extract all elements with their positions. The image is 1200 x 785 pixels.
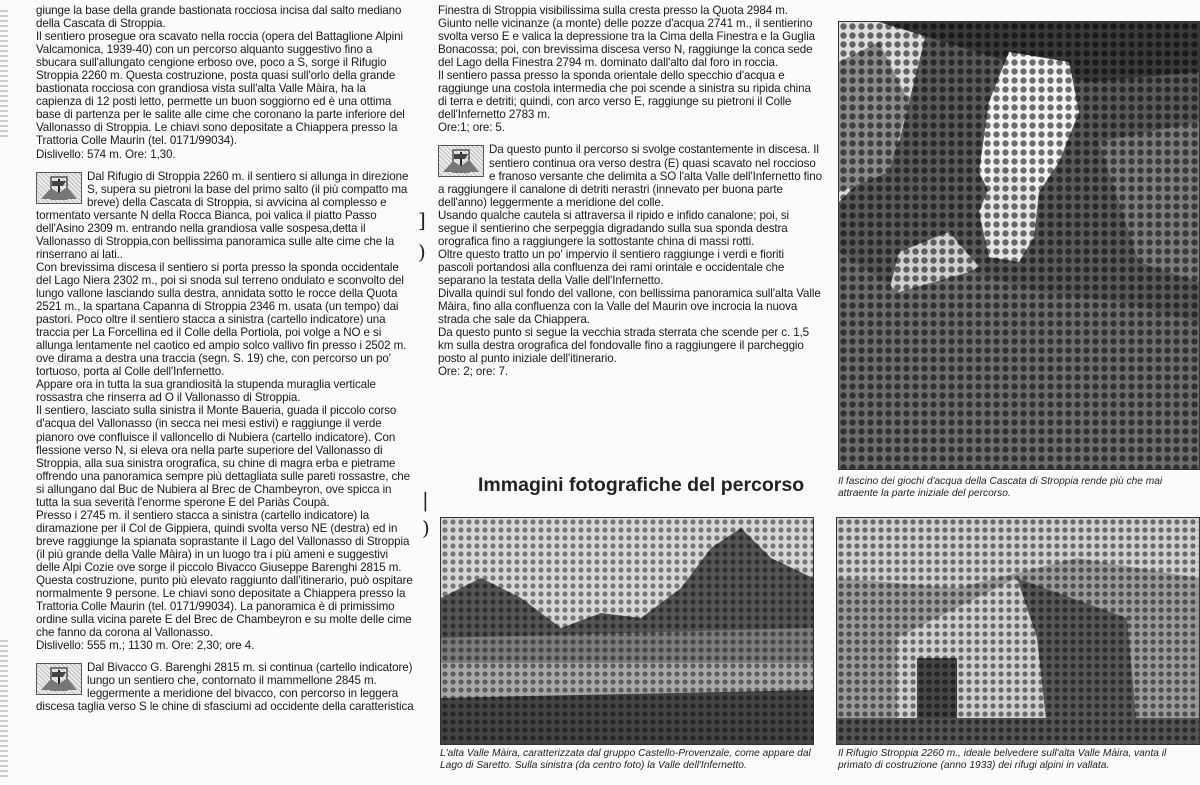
margin-bracket: ) xyxy=(418,240,426,264)
paragraph: Questa costruzione, punto più elevato raggiunto dall'itinerario, può ospitare normalmente 9 persone. Le chiavi sono depositate a Chiappera presso la Trattoria Colle Maurin (tel. 0171/99034). La panoramica è di primissimo ordine sulla vicina parete E del Brec de Chambeyron e su molte delle cime che fanno da corona al Vallonasso. xyxy=(36,574,413,640)
paragraph: giunge la base della grande bastionata rocciosa incisa dal salto mediano della Cascata di Stroppia. xyxy=(36,4,402,31)
scan-edge-mark xyxy=(0,640,8,780)
valley-caption: L'alta Valle Màira, caratterizzata dal gruppo Castello-Provenzale, come appare dal Lago di Saretto. Sulla sinistra (da centro foto) la Valle dell'Infernetto. xyxy=(440,748,811,771)
section-heading: Immagini fotografiche del percorso xyxy=(478,474,805,496)
paragraph: Dislivello: 574 m. Ore: 1,30. xyxy=(36,147,176,161)
paragraph: Finestra di Stroppia visibilissima sulla cresta presso la Quota 2984 m. Giunto nelle vicinanze (a monte) delle pozze d'acqua 2741 m., il sentierino svolta verso E e valica la depressione tra la Cima della Finestra e la Guglia Bonacossa; poi, con brevissima discesa verso N, raggiunge la conca sede del Lago della Finestra 2794 m. dominato dall'alto dal foro in roccia. xyxy=(438,4,816,70)
paragraph: Appare ora in tutta la sua grandiosità la stupenda muraglia verticale rossastra che rinserra ad O il Vallonasso di Stroppia. xyxy=(36,378,376,405)
waterfall-caption: Il fascino dei giochi d'acqua della Cascata di Stroppia rende più che mai attraente la parte iniziale del percorso. xyxy=(838,476,1163,499)
refuge-photo xyxy=(836,517,1200,745)
trail-sign-icon xyxy=(438,145,484,177)
paragraph: Oltre questo tratto un po' impervio il sentiero raggiunge i verdi e fioriti pascoli portandosi alla confluenza dei rami orintale e occidentale che separano la testata della Valle dell'Infernetto. xyxy=(438,247,785,287)
paragraph-text: Dal Rifugio di Stroppia 2260 m. il sentiero si allunga in direzione S, supera su pietroni la base del primo salto (il più compatto ma breve) della Cascata di Stroppia, si avvicina al complesso e tormentato versante N della Rocca Bianca, poi valica il piatto Passo dell'Asino 2309 m. entrando nella grandiosa valle sospesa,detta il Vallonasso di Stroppia,con bellissima panoramica sulle alte cime che la rinserrano ai lati.. xyxy=(36,169,409,261)
paragraph: Divalla quindi sul fondo del vallone, con bellissima panoramica sull'alta Valle Màira, fino alla confluenza con la Valle del Maurin ove incrocia la nuova strada che sale da Chiappera. xyxy=(438,286,821,327)
paragraph: Ore:1; ore: 5. xyxy=(438,121,505,135)
paragraph-text: Da questo punto il percorso si svolge costantemente in discesa. Il sentiero continua ora verso destra (E) quasi scavato nel roccioso e franoso versante che delimita a SO l'alta Valle dell'Infernetto fino a raggiungere il canalone di detriti nerastri (innevato per buona parte dell'anno) leggermente a meridione del colle. xyxy=(438,143,822,209)
text-column-left xyxy=(36,4,414,713)
paragraph: Dislivello: 555 m.; 1130 m. Ore: 2,30; ore 4. xyxy=(36,639,255,653)
margin-bracket: | xyxy=(422,488,429,512)
refuge-caption: Il Rifugio Stroppia 2260 m., ideale belvedere sull'alta Valle Màira, vanta il primato di costruzione (anno 1933) dei rifugi alpini in vallata. xyxy=(838,748,1167,771)
paragraph-with-icon xyxy=(36,170,414,261)
valley-photo xyxy=(440,517,814,745)
paragraph-text: Dal Bivacco G. Barenghi 2815 m. si continua (cartello indicatore) lungo un sentiero che, contornato il mammellone 2845 m. leggermente a meridione del bivacco, con percorso in leggera discesa taglia verso S le chine di sfasciumi ad occidente della caratteristica xyxy=(36,661,414,714)
text-column-middle xyxy=(438,4,822,378)
paragraph: Presso i 2745 m. il sentiero stacca a sinistra (cartello indicatore) la diramazione per il Col de Gippiera, quindi svolta verso NE (destra) ed in breve raggiunge la spianata soprastante il Lago del Vallonasso di Stroppia (il più grande della Valle Màira) in un luogo tra i più ameni e suggestivi delle Alpi Cozie ove sorge il piccolo Bivacco Giuseppe Barenghi 2815 m. xyxy=(36,508,410,574)
paragraph: Da questo punto si segue la vecchia strada sterrata che scende per c. 1,5 km sulla destra orografica del fondovalle fino a raggiungere il parcheggio posto al punto iniziale dell'itinerario. xyxy=(438,326,810,366)
paragraph: Usando qualche cautela si attraversa il ripido e infido canalone; poi, si segue il sentierino che serpeggia digradando sulla sua sponda destra orografica fino a raggiungere la sottostante china di massi rotti. xyxy=(438,208,790,248)
paragraph: Il sentiero prosegue ora scavato nella roccia (opera del Battaglione Alpini Valcamonica, 1939-40) con un percorso alquanto suggestivo fino a sbucara sull'allungato cengione erboso ove, poco a S, sorge il Rifugio Stroppia 2260 m. Questa costruzione, posta quasi sull'orlo della grande bastionata rocciosa con grandiosa vista sull'alta Valle Màira, ha la capienza di 12 posti letto, permette un buon soggiorno ed è una ottima base di partenza per le salite alle cime che coronano la parte inferiore del Vallonasso di Stroppia. Le chiavi sono depositate a Chiappera presso la Trattoria Colle Maurin (tel. 0171/99034). xyxy=(36,30,405,148)
margin-bracket: ) xyxy=(422,516,430,540)
paragraph: Il sentiero passa presso la sponda orientale dello specchio d'acqua e raggiunge una costola intermedia che poi scende a sinistra su ripida china di terra e detriti; quindi, con arco verso E, raggiunge su pietroni il Colle dell'Infernetto 2783 m. xyxy=(438,69,811,122)
paragraph-with-icon xyxy=(438,143,822,208)
trail-sign-icon xyxy=(36,172,82,204)
margin-bracket: ] xyxy=(418,208,426,232)
paragraph: Ore: 2; ore: 7. xyxy=(438,365,509,379)
waterfall-photo xyxy=(838,21,1200,470)
paragraph: Con brevissima discesa il sentiero si porta presso la sponda occidentale del Lago Niera 2302 m., poi si snoda sul terreno ondulato e sconvolto del lungo vallone lasciando sulla destra, annidata sotto le rocce della Quota 2521 m., la spartana Capanna di Stroppia 2346 m. usata (un tempo) dai pastori. Poco oltre il sentiero stacca a sinistra (cartello indicatore) una traccia per La Forcellina ed il Colle della Portiola, poi volge a NO e si allunga lentamente nel caotico ed ampio solco vallivo fin presso i 2502 m. ove dirama a destra una traccia (segn. S. 19) che, con percorso un po' tortuoso, porta al Colle dell'Infernetto. xyxy=(36,260,407,379)
trail-sign-icon xyxy=(36,663,82,695)
paragraph-with-icon xyxy=(36,661,414,713)
paragraph: Il sentiero, lasciato sulla sinistra il Monte Baueria, guada il piccolo corso d'acqua del Vallonasso (in secca nei mesi estivi) e raggiunge il verde pianoro ove confluisce il valloncello di Nubiera (cartello indicatore). Con flessione verso N, si eleva ora nella parte superiore del Vallonasso di Stroppia, alla sua sinistra orografica, su chine di magra erba e pietrame offrendo una panoramica sempre più dettagliata sulle pareti rossastre, che si allungano dal Buc de Nubiera al Brec de Chambeyron, ove spicca in tutta la sua severità l'enorme sperone E del Pariàs Coupà. xyxy=(36,404,410,509)
scan-edge-mark xyxy=(0,10,8,140)
